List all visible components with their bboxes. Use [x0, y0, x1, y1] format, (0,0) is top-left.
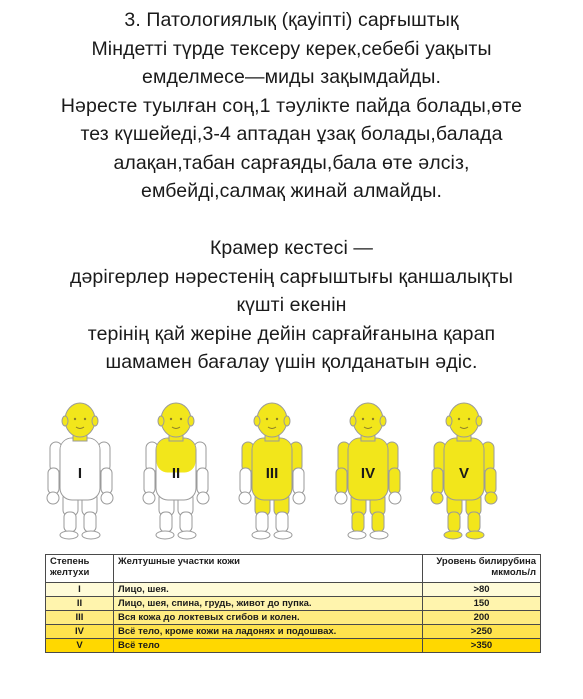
degree-label: II	[171, 465, 181, 482]
table-header-row	[46, 555, 541, 583]
text-line: Міндетті түрде тексеру керек,себебі уақыты	[91, 37, 492, 60]
degree-label: I	[77, 465, 83, 482]
degree-label: III	[265, 465, 279, 482]
cell-level: 150	[423, 597, 541, 611]
text-line: терінің қай жеріне дейін сарғайғанына қарап	[87, 322, 496, 345]
cell-degree: II	[46, 597, 114, 611]
text-line: тез күшейеді,3-4 аптадан ұзақ болады,балада	[80, 123, 503, 145]
kramer-zones-illustration	[40, 400, 545, 540]
text-line: дәрігерлер нәрестенің сарғыштығы қаншалықты	[69, 265, 513, 288]
table-row	[46, 583, 541, 597]
baby-figure-5	[431, 403, 497, 539]
cell-level: 200	[423, 611, 541, 625]
text-line: ембейді,салмақ жинай алмайды.	[141, 180, 442, 202]
baby-figure-2	[143, 403, 209, 539]
baby-figure-3	[239, 403, 305, 539]
text-line: Нәресте туылған соң,1 тәулікте пайда болады,өте	[60, 94, 523, 117]
cell-areas: Всё тело, кроме кожи на ладонях и подошвах.	[114, 625, 423, 639]
kramer-table	[45, 554, 541, 653]
cell-areas: Лицо, шея.	[114, 583, 423, 597]
text-line: шамамен бағалау үшін қолданатын әдіс.	[105, 351, 478, 373]
header-areas: Желтушные участки кожи	[114, 555, 423, 583]
cell-areas: Лицо, шея, спина, грудь, живот до пупка.	[114, 597, 423, 611]
cell-areas: Всё тело	[114, 639, 423, 653]
header-degree: Степень желтухи	[46, 555, 114, 583]
kramer-title: Крамер кестесі —	[209, 237, 374, 259]
cell-level: >350	[423, 639, 541, 653]
baby-figures	[40, 400, 545, 540]
baby-figure-4	[335, 403, 401, 539]
table-row	[46, 611, 541, 625]
kramer-table-container	[45, 554, 541, 653]
spacer	[0, 206, 583, 235]
section-title: 3. Патологиялық (қауіпті) сарғыштық	[124, 9, 459, 31]
text-line: алақан,табан сарғаяды,бала өте әлсіз,	[113, 151, 470, 174]
cell-degree: V	[46, 639, 114, 653]
cell-level: >250	[423, 625, 541, 639]
header-level: Уровень билирубина мкмоль/л	[423, 555, 541, 583]
text-line: күшті екенін	[236, 294, 347, 316]
cell-degree: IV	[46, 625, 114, 639]
cell-degree: I	[46, 583, 114, 597]
cell-level: >80	[423, 583, 541, 597]
baby-figure-1	[47, 403, 113, 539]
table-row	[46, 625, 541, 639]
table-row	[46, 597, 541, 611]
text-line: емделмесе—миды зақымдайды.	[142, 66, 441, 88]
degree-label: IV	[360, 465, 376, 482]
table-row	[46, 639, 541, 653]
cell-degree: III	[46, 611, 114, 625]
degree-label: V	[458, 465, 470, 482]
cell-areas: Вся кожа до локтевых сгибов и колен.	[114, 611, 423, 625]
description-text	[0, 6, 583, 377]
